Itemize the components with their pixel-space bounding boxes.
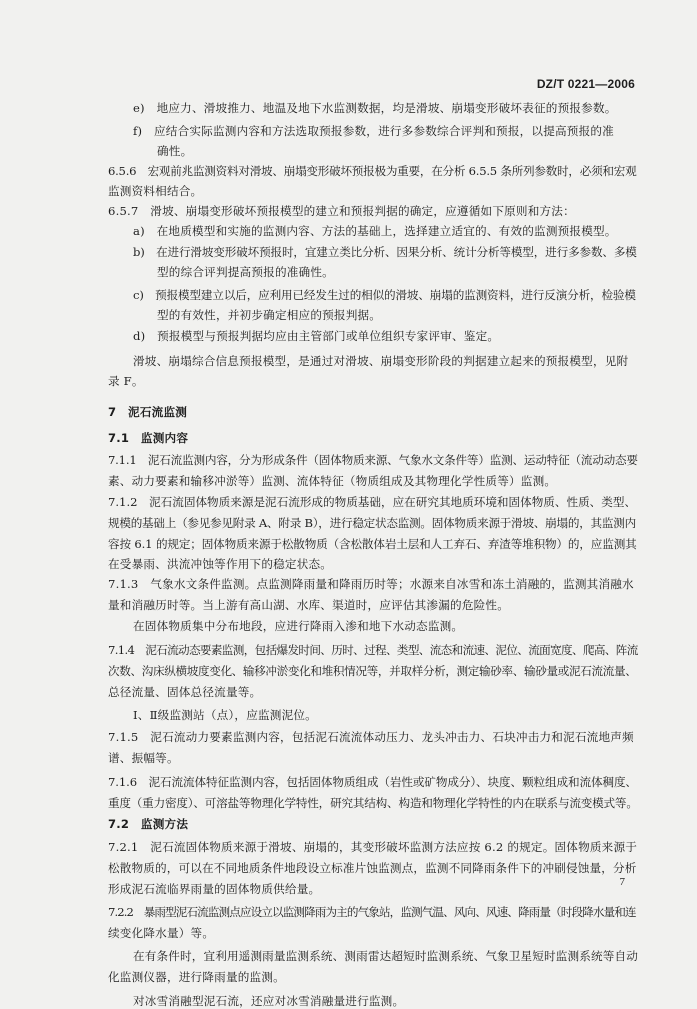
text-line: 续变化降水量）等。 bbox=[108, 926, 215, 940]
text-line: 松散物质的，可以在不同地质条件地段设立标准片蚀监测点，监测不同降雨条件下的冲刷侵蚀量，分析 bbox=[108, 861, 637, 875]
text-line: 7.1.1 泥石流监测内容，分为形成条件（固体物质来源、气象水文条件等）监测、运动特征（流动动态要 bbox=[108, 453, 638, 467]
text-line: 6.5.6 宏观前兆监测资料对滑坡、崩塌变形破坏预报极为重要，在分析 6.5.5 条所列参数时，必须和宏观 bbox=[108, 164, 637, 178]
text-line: 确性。 bbox=[157, 144, 193, 158]
text-line: a) 在地质模型和实施的监测内容、方法的基础上，选择建立适宜的、有效的监测预报模型。 bbox=[133, 224, 617, 238]
text-line: 7.1.4 泥石流动态要素监测，包括爆发时间、历时、过程、类型、流态和流速、泥位、流面宽度、爬高、阵流 bbox=[108, 643, 638, 657]
text-line: 型的有效性，并初步确定相应的预报判据。 bbox=[157, 308, 382, 322]
text-line: 在有条件时，宜利用遥测雨量监测系统、测雨雷达超短时监测系统、气象卫星短时监测系统等自动 bbox=[133, 949, 638, 963]
text-line: 对冰雪消融型泥石流，还应对冰雪消融量进行监测。 bbox=[133, 994, 405, 1008]
text-line: 滑坡、崩塌综合信息预报模型，是通过对滑坡、崩塌变形阶段的判据建立起来的预报模型，见附 bbox=[133, 354, 629, 368]
text-line: 总径流量、固体总径流量等。 bbox=[108, 685, 262, 699]
text-line: b) 在进行滑坡变形破坏预报时，宜建立类比分析、因果分析、统计分析等模型，进行多参数、多模 bbox=[133, 245, 637, 259]
text-line: 7.2.2 暴雨型泥石流监测点应设立以监测降雨为主的气象站，监测气温、风向、风速、降雨量（时段降水量和连 bbox=[108, 905, 636, 919]
section-heading: 7 泥石流监测 bbox=[108, 405, 188, 419]
text-line: 型的综合评判提高预报的准确性。 bbox=[157, 265, 334, 279]
text-line: d) 预报模型与预报判据均应由主管部门或单位组织专家评审、鉴定。 bbox=[133, 329, 500, 343]
text-line: 7.1.6 泥石流流体特征监测内容，包括固体物质组成（岩性或矿物成分）、块度、颗粒组成和流体稠度、 bbox=[108, 775, 637, 789]
text-line: 素、动力要素和输移冲淤等）监测、流体特征（物质组成及其物理化学性质等）监测。 bbox=[108, 474, 557, 488]
text-line: 录 F。 bbox=[108, 374, 144, 388]
text-line: 次数、沟床纵横坡度变化、输移冲淤变化和堆积情况等，并取样分析，测定输砂率、输砂量或泥石流流量、 bbox=[108, 664, 637, 678]
text-line: 7.1.3 气象水文条件监测。点监测降雨量和降雨历时等；水源来自冰雪和冻土消融的，监测其消融水 bbox=[108, 577, 634, 591]
text-line: 监测资料相结合。 bbox=[108, 184, 203, 198]
text-line: 容按 6.1 的规定；固体物质来源于松散物质（含松散体岩土层和人工弃石、弃渣等堆积物）的，应监测其 bbox=[108, 537, 637, 551]
text-line: 化监测仪器，进行降雨量的监测。 bbox=[108, 970, 285, 984]
text-line: Ⅰ、Ⅱ级监测站（点），应监测泥位。 bbox=[133, 708, 317, 722]
text-line: 重度（重力密度）、可溶盐等物理化学特性，研究其结构、构造和物理化学特性的内在联系与流变模式等。 bbox=[108, 796, 638, 810]
text-line: f) 应结合实际监测内容和方法选取预报参数，进行多参数综合评判和预报，以提高预报的准 bbox=[133, 124, 614, 138]
text-line: e) 地应力、滑坡推力、地温及地下水监测数据，均是滑坡、崩塌变形破坏表征的预报参数。 bbox=[133, 101, 617, 115]
text-line: 规模的基础上（参见参见附录 A、附录 B），进行稳定状态监测。固体物质来源于滑坡、崩塌的，其监测内 bbox=[108, 516, 636, 530]
text-line: 谱、振幅等。 bbox=[108, 751, 179, 765]
text-line: 在受暴雨、洪流冲蚀等作用下的稳定状态。 bbox=[108, 557, 333, 571]
text-line: 7.1.2 泥石流固体物质来源是泥石流形成的物质基础，应在研究其地质环境和固体物质、性质、类型、 bbox=[108, 495, 637, 509]
text-line: 在固体物质集中分布地段，应进行降雨入渗和地下水动态监测。 bbox=[133, 619, 464, 633]
standard-code: DZ/T 0221—2006 bbox=[536, 77, 635, 91]
page-number: 7 bbox=[619, 876, 625, 888]
text-line: 7.1.5 泥石流动力要素监测内容，包括泥石流流体动压力、龙头冲击力、石块冲击力和泥石流地声频 bbox=[108, 730, 634, 744]
text-line: c) 预报模型建立以后，应利用已经发生过的相似的滑坡、崩塌的监测资料，进行反演分析，检验模 bbox=[133, 288, 636, 302]
subsection-heading: 7.1 监测内容 bbox=[108, 431, 189, 445]
text-line: 6.5.7 滑坡、崩塌变形破坏预报模型的建立和预报判据的确定，应遵循如下原则和方法： bbox=[108, 204, 575, 218]
text-line: 形成泥石流临界雨量的固体物质供给量。 bbox=[108, 882, 321, 896]
text-line: 量和消融历时等。当上游有高山湖、水库、渠道时，应评估其渗漏的危险性。 bbox=[108, 598, 509, 612]
text-line: 7.2.1 泥石流固体物质来源于滑坡、崩塌的，其变形破坏监测方法应按 6.2 的规定。固体物质来源于 bbox=[108, 840, 638, 854]
subsection-heading: 7.2 监测方法 bbox=[108, 817, 189, 831]
